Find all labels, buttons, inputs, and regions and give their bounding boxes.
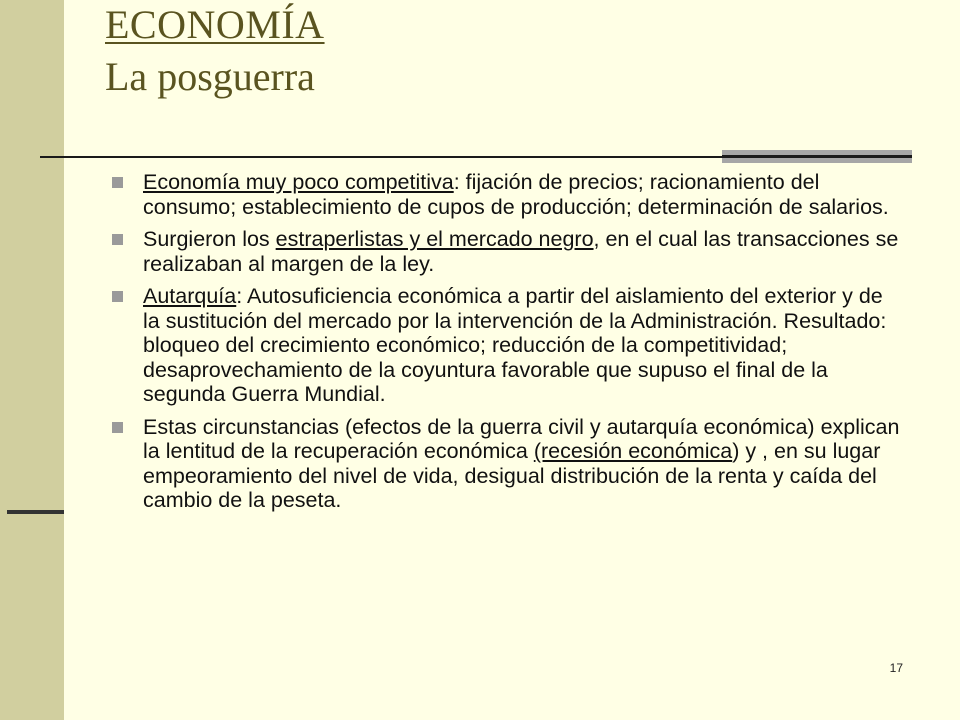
bullet-underlined-term: estraperlistas y el mercado negro (275, 227, 594, 251)
bullet-text: : Autosuficiencia económica a partir del aislamiento del exterior y de la sustitución del mercado por la intervención de la Administración. Resultado: bloqueo del crecimiento económico; reducción de la competitividad; desaprovechamiento de la coyuntura favorable que supuso el final de la segunda Guerra Mundial. (143, 284, 887, 406)
bullet-text: : fijación de precios; racionamiento del consumo; establecimiento de cupos de producción; determinación de salarios. (143, 170, 889, 219)
bullet-square-icon (112, 291, 123, 302)
bullet-list (110, 170, 900, 513)
side-bar-divider (7, 510, 64, 514)
slide-content (110, 170, 900, 521)
bullet-item (110, 227, 900, 276)
bullet-square-icon (112, 234, 123, 245)
slide-title: ECONOMÍA (105, 2, 325, 47)
bullet-square-icon (112, 177, 123, 188)
bullet-text-before: Surgieron los (143, 227, 276, 251)
bullet-square-icon (112, 422, 123, 433)
bullet-underlined-term: Autarquía (143, 284, 237, 308)
bullet-text-after: , en el cual las transacciones se realizaban al margen de la ley. (143, 227, 899, 276)
page-number: 17 (889, 661, 903, 675)
bullet-text-after: ) y , en su lugar empeoramiento del nivel de vida, desigual distribución de la renta y caída del cambio de la peseta. (143, 439, 881, 512)
bullet-text-before: Estas circunstancias (efectos de la guerra civil y autarquía económica) explican la lentitud de la recuperación económica (143, 414, 900, 463)
bullet-underlined-term: (recesión económica (533, 439, 733, 463)
bullet-item (110, 284, 900, 407)
bullet-item (110, 170, 900, 219)
title-rule-accent-line (722, 155, 912, 158)
bullet-underlined-term: Economía muy poco competitiva (143, 170, 454, 194)
bullet-item (110, 415, 900, 513)
slide-subtitle: La posguerra (105, 54, 315, 99)
slide-title-block (105, 4, 325, 98)
decorative-side-bar (0, 0, 64, 720)
